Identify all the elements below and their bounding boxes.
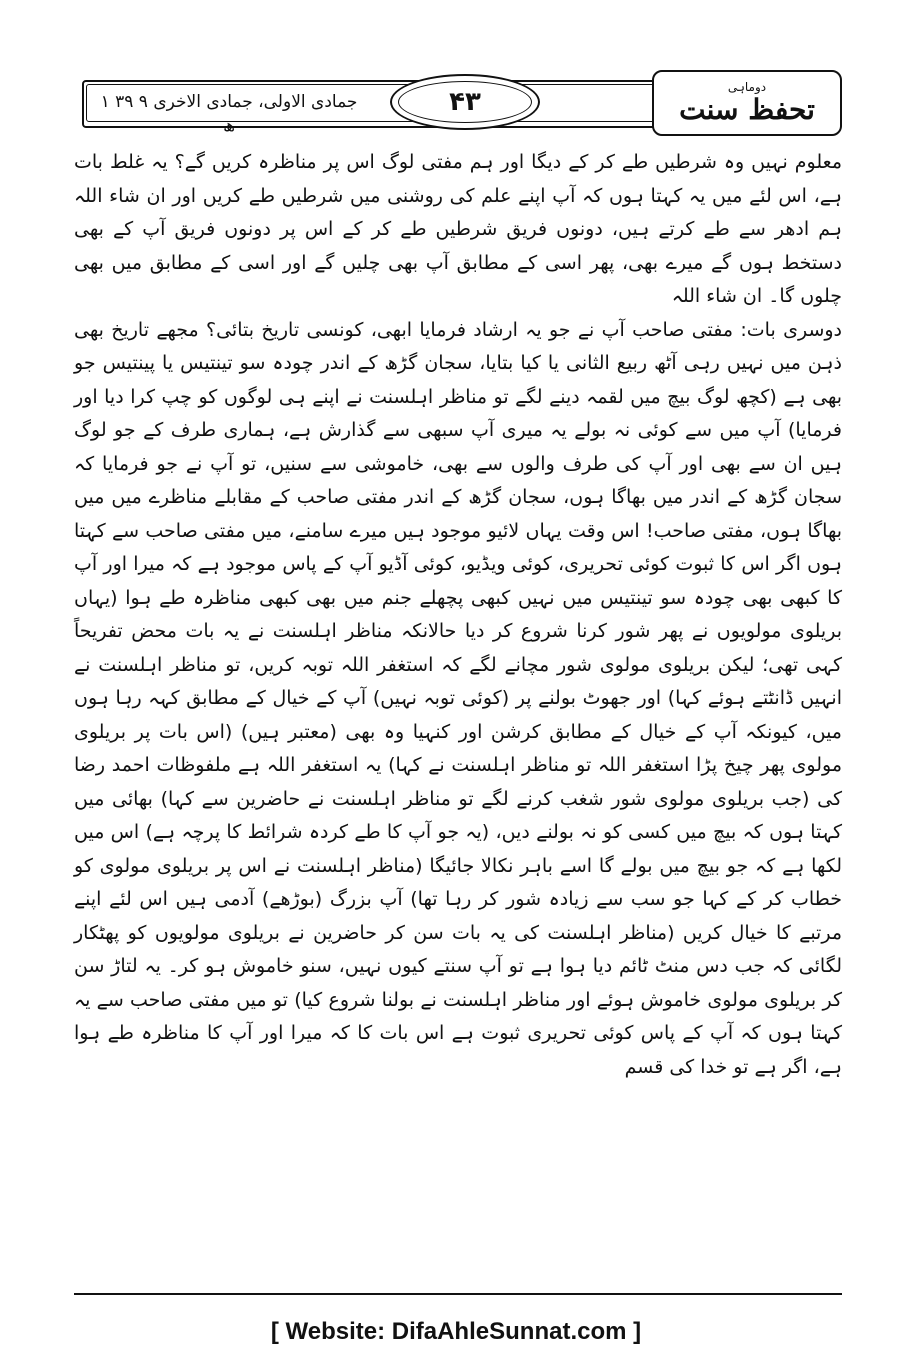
journal-title: تحفظ سنت — [679, 93, 815, 126]
paragraph: معلوم نہیں وہ شرطیں طے کر کے دیگا اور ہم مفتی لوگ اس پر مناظرہ کریں گے؟ یہ غلط بات ہے، اس لئے میں یہ کہتا ہوں کہ آپ اپنے علم کی روشنی میں شرطیں طے کریں اور ان شاء اللہ ہم ادھر سے طے کرتے ہیں، دونوں فریق شرطیں طے کر کے اس پر دونوں فریق آپ کے بھی دستخط ہوں گے میرے بھی، پھر اسی کے مطابق آپ بھی چلیں گے اور اسی کے مطابق میں بھی چلوں گا۔ ان شاء اللہ — [74, 151, 842, 307]
paragraph: دوسری بات: مفتی صاحب آپ نے جو یہ ارشاد فرمایا ابھی، کونسی تاریخ بتائی؟ مجھے تاریخ بھی ذہن میں نہیں رہی آٹھ ربیع الثانی یا کیا بتایا، سجان گڑھ کے اندر چودہ سو تینتیس یا پینتیس جو بھی ہے (کچھ لوگ بیچ میں لقمہ دینے لگے تو مناظر اہلسنت نے اپنے ہی لوگوں کو چپ کرا دیا اور فرمایا) آپ میں سے کوئی نہ بولے یہ میری آپ سبھی سے گذارش ہے، ہماری طرف کے جو لوگ ہیں ان سے بھی اور آپ کی طرف والوں سے بھی، خاموشی سے سنیں، تو آپ نے جو فرمایا کہ سجان گڑھ کے اندر میں بھاگا ہوں، سجان گڑھ کے اندر مفتی صاحب کے مقابلے مناظرے میں میں بھاگا ہوں، مفتی صاحب! اس وقت یہاں لائیو موجود ہیں میرے سامنے، میں مفتی صاحب سے کہتا ہوں اگر اس کا ثبوت کوئی تحریری، کوئی ویڈیو، کوئی آڈیو آپ کے پاس موجود ہے کہ میرا اور آپ کا کبھی بھی چودہ سو تینتیس میں نہیں کبھی پچھلے جنم میں بھی کبھی مناظرہ طے ہوا (یہاں بریلوی مولویوں نے پھر شور کرنا شروع کر دیا حالانکہ مناظر اہلسنت نے یہ بات محض تفریحاً کہی تھی؛ لیکن بریلوی مولوی شور مچانے لگے کہ استغفر اللہ توبہ کریں، تو مناظر اہلسنت نے انہیں ڈانٹتے ہوئے کہا) اور جھوٹ بولنے پر (کوئی توبہ نہیں) آپ کے خیال کے مطابق کہہ رہا ہوں میں، کیونکہ آپ کے خیال کے مطابق کرشن اور کنہیا وہ بھی (معتبر ہیں) (اس بات پر بریلوی مولوی پھر چیخ پڑا استغفر اللہ تو مناظر اہلسنت نے کہا) یہ استغفر اللہ ہے ملفوظات احمد رضا کی (جب بریلوی مولوی شور شغب کرنے لگے تو مناظر اہلسنت نے حاضرین سے کہا) بھائی میں کہتا ہوں کہ بیچ میں کسی کو نہ بولنے دیں، (یہ جو آپ کا طے کردہ شرائط کا پرچہ ہے) اس میں لکھا ہے کہ جو بیچ میں بولے گا اسے باہر نکالا جائیگا (مناظر اہلسنت نے اس پر بریلوی مولوی کو خطاب کر کے کہا جو سب سے زیادہ شور کر رہا تھا) آپ بزرگ (بوڑھے) آدمی ہیں اس لئے اپنے مرتبے کا خیال کریں (مناظر اہلسنت کی یہ بات سن کر حاضرین نے بریلوی مولویوں کو پھٹکار لگائی کہ جب دس منٹ ٹائم دیا ہوا ہے تو آپ سنتے کیوں نہیں، سنو خاموش ہو کر۔ یہ لتاڑ سن کر بریلوی مولوی خاموش ہوئے اور مناظر اہلسنت نے بولنا شروع کیا) تو میں مفتی صاحب سے یہ کہتا ہوں کہ آپ کے پاس کوئی تحریری ثبوت ہے اس بات کا کہ میرا اور آپ کا مناظرہ طے ہوا ہے، اگر ہے تو خدا کی قسم — [74, 318, 842, 1078]
bottom-divider — [74, 1293, 842, 1295]
journal-logo — [652, 70, 842, 136]
page-header — [72, 70, 842, 136]
page-number-oval — [390, 74, 540, 130]
website-footer: [ Website: DifaAhleSunnat.com ] — [270, 1318, 642, 1345]
journal-subtitle: دوماہی — [727, 80, 767, 94]
issue-date: جمادی الاولی، جمادی الاخری ۹ ۳۹ ۱ ھ — [94, 90, 364, 114]
page-number: ۴۳ — [398, 81, 532, 123]
article-body — [74, 146, 842, 1084]
